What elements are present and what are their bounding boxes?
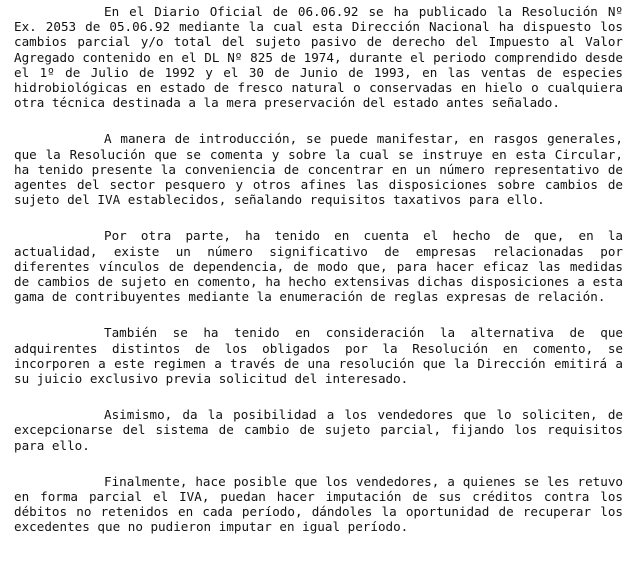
- paragraph-exception-option: Asimismo, da la posibilidad a los vendedores que lo soliciten, de excepcionarse del sistema de cambio de sujeto parcial, fijando los requisitos para ello.: [14, 407, 623, 453]
- paragraph-alternative-acquirers: También se ha tenido en consideración la alternativa de que adquirentes distintos de los obligados por la Resolución en comento, se incorporen a este regimen a través de una resolución que la Dirección emitirá a su juicio exclusivo previa solicitud del interesado.: [14, 325, 623, 387]
- paragraph-related-companies: Por otra parte, ha tenido en cuenta el hecho de que, en la actualidad, existe un número significativo de empresas relacionadas por diferentes vínculos de dependencia, de modo que, para hacer eficaz las medidas de cambios de sujeto en comento, ha hecho extensivas dichas disposiciones a esta gama de contribuyentes mediante la enumeración de reglas expresas de relación.: [14, 228, 623, 305]
- paragraph-credit-imputation: Finalmente, hace posible que los vendedores, a quienes se les retuvo en forma parcial el IVA, puedan hacer imputación de sus créditos contra los débitos no retenidos en cada período, dándoles la oportunidad de recuperar los excedentes que no pudieron imputar en igual período.: [14, 473, 623, 535]
- paragraph-publication: En el Diario Oficial de 06.06.92 se ha publicado la Resolución Nº Ex. 2053 de 05.06.92 mediante la cual esta Dirección Nacional ha dispuesto los cambios parcial y/o total del sujeto pasivo de derecho del Impuesto al Valor Agregado contenido en el DL Nº 825 de 1974, durante el periodo comprendido desde el 1º de Julio de 1992 y el 30 de Junio de 1993, en las ventas de especies hidrobiológicas en estado de fresco natural o conservadas en hielo o cualquiera otra técnica destinada a la mera preservación del estado antes señalado.: [14, 4, 623, 111]
- paragraph-introduction: A manera de introducción, se puede manifestar, en rasgos generales, que la Resolución que se comenta y sobre la cual se instruye en esta Circular, ha tenido presente la conveniencia de concentrar en un número representativo de agentes del sector pesquero y otros afines las disposiciones sobre cambios de sujeto del IVA establecidos, señalando requisitos taxativos para ello.: [14, 131, 623, 208]
